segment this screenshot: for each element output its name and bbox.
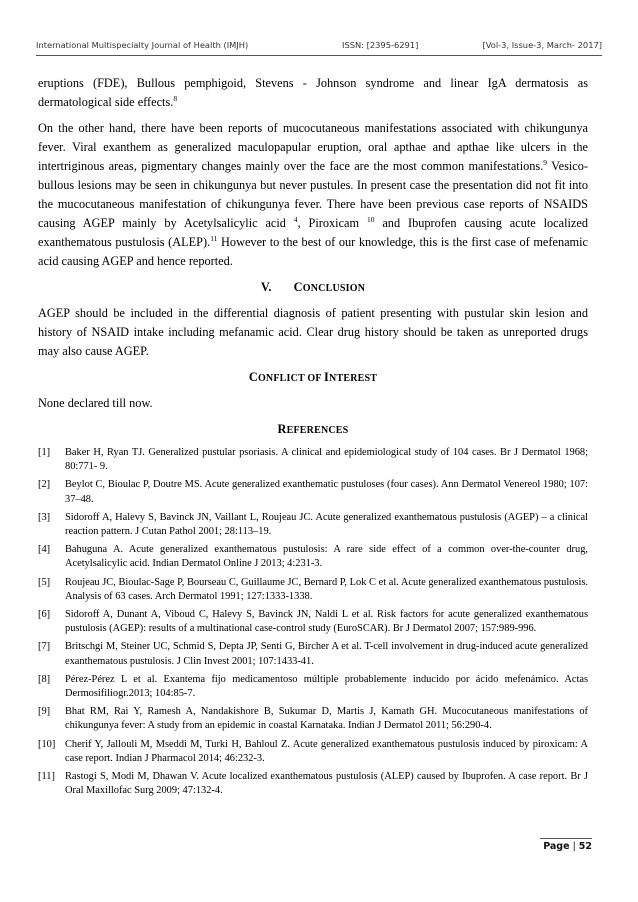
reference-item: [6] Sidoroff A, Dunant A, Viboud C, Halevy S, Bavinck JN, Naldi L et al. Risk factors for acute generalized exanthematous pustulosis (AGEP): results of a multinational case-control study (EuroSCAR). Br J Dermatol 2007; 157:989-996. bbox=[38, 609, 588, 635]
reference-item: [8] Pérez-Pérez L et al. Exantema fijo medicamentoso múltiple probablemente inducido por ácido mefenámico. Actas Dermosifiliogr.2013; 104:85-7. bbox=[38, 673, 588, 700]
article-body bbox=[38, 74, 588, 802]
reference-item: [7] Britschgi M, Steiner UC, Schmid S, Depta JP, Senti G, Bircher A et al. T-cell involvement in drug-induced acute generalized exanthematous pustulosis. J Clin Invest 2001; 107:1433-41. bbox=[38, 641, 588, 667]
reference-list bbox=[38, 446, 588, 798]
reference-item: [10] Cherif Y, Jallouli M, Mseddi M, Turki H, Bahloul Z. Acute generalized exanthematous pustulosis induced by piroxicam: A case report. Indian J Pharmacol 2014; 46:232-3. bbox=[38, 738, 588, 764]
header-divider bbox=[36, 55, 602, 56]
footer-divider bbox=[540, 838, 592, 839]
page-separator: | bbox=[572, 841, 576, 852]
paragraph-2: On the other hand, there have been reports of mucocutaneous manifestations associated with chikungunya fever. Viral exanthem as generalized maculopapular eruption, oral apthae and apthae like ulcers in the intertriginous areas, pigmentary changes mainly over the face are the most common manifestations.$^9$ Vesico-bullous lesions may be seen in chikungunya but never pustules. In present case the presentation did not fit into the mucocutaneous manifestation of chikungunya fever. There have been previous case reports of NSAIDS causing AGEP mainly by Acetylsalicylic acid $^4$, Piroxicam $^{10}$ and Ibuprofen causing acute localized exanthematous pustulosis (ALEP).$^{11}$ However to the best of our knowledge, this is the first case of mefenamic acid causing AGEP and hence reported. bbox=[38, 121, 588, 268]
reference-item: [3] Sidoroff A, Halevy S, Bavinck JN, Vaillant L, Roujeau JC. Acute generalized exanthematous pustulosis (AGEP) – a clinical reaction pattern. J Cutan Pathol 2001; 28:113–19. bbox=[38, 511, 588, 538]
conflict-heading: CONFLICT OF INTEREST bbox=[248, 370, 378, 384]
volume-issue: [Vol-3, Issue-3, March- 2017] bbox=[482, 40, 602, 50]
reference-item: [4] Bahuguna A. Acute generalized exanthematous pustulosis: A rare side effect of a common over-the-counter drug, Acetylsalicylic acid. Indian Dermatol Online J 2013; 4:231-3. bbox=[38, 544, 588, 570]
issn: ISSN: [2395-6291] bbox=[342, 40, 419, 50]
paragraph-1: eruptions (FDE), Bullous pemphigoid, Stevens - Johnson syndrome and linear IgA dermatosis as dermatological side effects.$^8$ bbox=[38, 76, 588, 109]
references-heading: REFERENCES bbox=[277, 422, 349, 436]
conclusion-heading: V. CONCLUSION bbox=[260, 280, 366, 294]
conclusion-text: AGEP should be included in the differential diagnosis of patient presenting with pustular skin lesion and history of NSAID intake including mefanamic acid. Clear drug history should be taken as unreported drugs may also cause AGEP. bbox=[38, 306, 588, 358]
reference-item: [2] Beylot C, Bioulac P, Doutre MS. Acute generalized exanthematic pustuloses (four cases). Ann Dermatol Venereol 1980; 107: 37–48. bbox=[38, 479, 588, 505]
page-number: 52 bbox=[578, 841, 592, 852]
reference-item: [5] Roujeau JC, Bioulac-Sage P, Bourseau C, Guillaume JC, Bernard P, Lok C et al. Acute generalized exanthematous pustulosis. Analysis of 63 cases. Arch Dermatol 1991; 127:1333-1338. bbox=[38, 576, 588, 602]
reference-item: [11] Rastogi S, Modi M, Dhawan V. Acute localized exanthematous pustulosis (ALEP) caused by Ibuprofen. A case report. Br J Oral Maxillofac Surg 2009; 47:132-4. bbox=[38, 771, 588, 797]
conflict-text: None declared till now. bbox=[38, 396, 153, 410]
page-label: Page bbox=[543, 841, 570, 852]
page-footer bbox=[543, 841, 592, 852]
reference-item: [9] Bhat RM, Rai Y, Ramesh A, Nandakishore B, Sukumar D, Martis J, Kamath GH. Mucocutaneous manifestations of chikungunya fever: A study from an epidemic in coastal Karnataka. Indian J Dermatol 2011; 56:290-4. bbox=[38, 706, 588, 732]
reference-item: [1] Baker H, Ryan TJ. Generalized pustular psoriasis. A clinical and epidemiological study of 104 cases. Br J Dermatol 1968; 80:771- 9. bbox=[38, 447, 588, 473]
journal-name: International Multispecialty Journal of Health (IMJH) bbox=[36, 40, 249, 50]
